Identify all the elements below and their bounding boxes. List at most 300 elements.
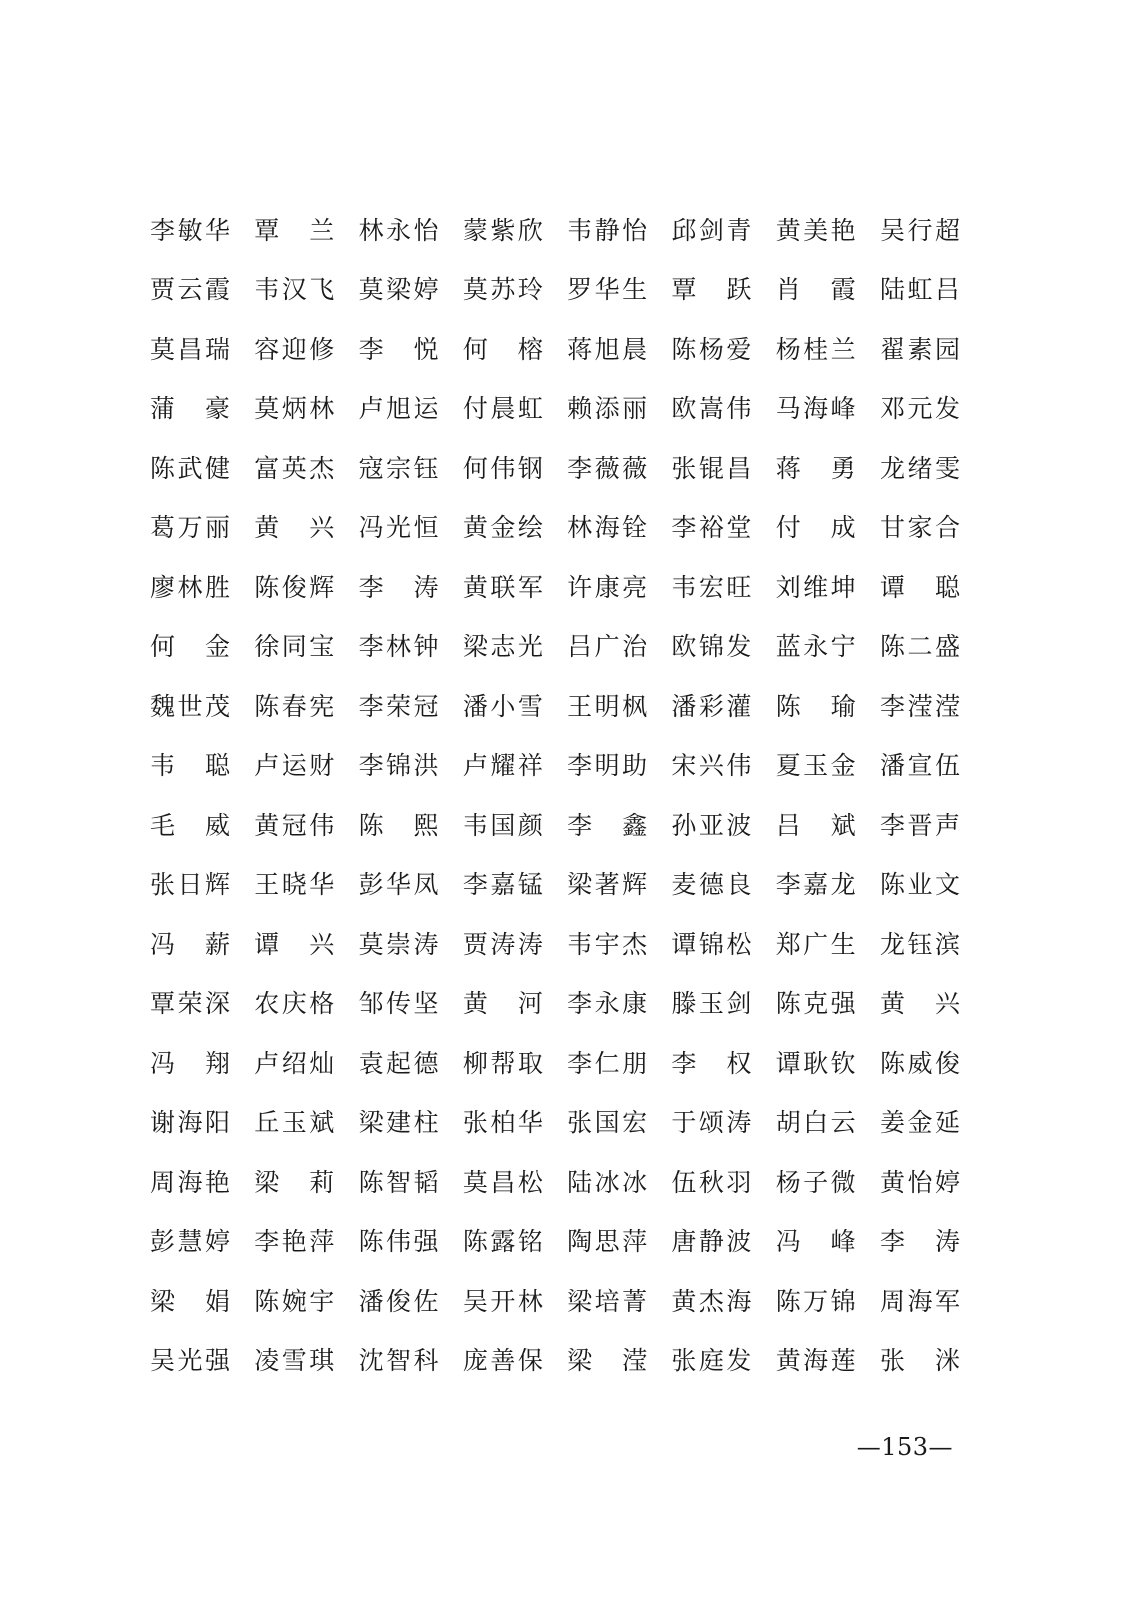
- name-cell: [463, 1163, 567, 1203]
- name-cell: [254, 1222, 358, 1262]
- name-list: [150, 201, 960, 1391]
- person-name: 黄美艳: [775, 215, 856, 245]
- name-cell: [671, 211, 775, 251]
- person-name: 姜金延: [879, 1108, 960, 1138]
- name-cell: [150, 270, 254, 310]
- name-cell: [567, 865, 671, 905]
- name-cell: [463, 925, 567, 965]
- name-cell: [254, 330, 358, 370]
- name-cell: [880, 1282, 960, 1322]
- person-name: 谭 聪: [879, 572, 960, 602]
- person-name: 陆虹吕: [879, 275, 960, 305]
- name-cell: [150, 1282, 254, 1322]
- name-cell: [776, 865, 880, 905]
- name-cell: [254, 568, 358, 608]
- person-name: 吕广治: [567, 632, 648, 662]
- name-cell: [150, 568, 254, 608]
- name-row: [150, 975, 960, 1035]
- name-cell: [776, 270, 880, 310]
- person-name: 伍秋羽: [671, 1167, 752, 1197]
- person-name: 寇宗钰: [358, 453, 439, 483]
- person-name: 王晓华: [254, 870, 335, 900]
- person-name: 梁 娟: [150, 1286, 230, 1316]
- person-name: 李薇薇: [567, 453, 648, 483]
- person-name: 麦德良: [671, 870, 752, 900]
- name-cell: [254, 984, 358, 1024]
- person-name: 付晨虹: [462, 394, 543, 424]
- person-name: 卢耀祥: [462, 751, 543, 781]
- person-name: 黄杰海: [671, 1286, 752, 1316]
- name-cell: [880, 627, 960, 667]
- person-name: 蒋旭晨: [567, 334, 648, 364]
- person-name: 张国宏: [567, 1108, 648, 1138]
- person-name: 陈二盛: [879, 632, 960, 662]
- name-cell: [567, 568, 671, 608]
- name-cell: [671, 568, 775, 608]
- name-cell: [671, 270, 775, 310]
- person-name: 周海艳: [150, 1167, 230, 1197]
- name-cell: [880, 270, 960, 310]
- name-cell: [880, 806, 960, 846]
- name-cell: [359, 449, 463, 489]
- person-name: 李 悦: [358, 334, 439, 364]
- person-name: 韦国颜: [462, 810, 543, 840]
- name-cell: [359, 925, 463, 965]
- person-name: 庞善保: [462, 1346, 543, 1376]
- name-cell: [463, 1044, 567, 1084]
- person-name: 杨桂兰: [775, 334, 856, 364]
- name-cell: [463, 627, 567, 667]
- person-name: 覃 跃: [671, 275, 752, 305]
- person-name: 黄怡婷: [879, 1167, 960, 1197]
- name-cell: [150, 1103, 254, 1143]
- person-name: 冯 薪: [150, 929, 230, 959]
- person-name: 龙钰滨: [879, 929, 960, 959]
- person-name: 梁 莉: [254, 1167, 335, 1197]
- person-name: 黄 兴: [879, 989, 960, 1019]
- person-name: 欧嵩伟: [671, 394, 752, 424]
- person-name: 黄联军: [462, 572, 543, 602]
- name-cell: [567, 1103, 671, 1143]
- name-cell: [880, 449, 960, 489]
- person-name: 陈俊辉: [254, 572, 335, 602]
- person-name: 马海峰: [775, 394, 856, 424]
- person-name: 赖添丽: [567, 394, 648, 424]
- name-cell: [254, 1103, 358, 1143]
- person-name: 肖 霞: [775, 275, 856, 305]
- name-cell: [254, 925, 358, 965]
- person-name: 甘家合: [879, 513, 960, 543]
- name-cell: [880, 1103, 960, 1143]
- name-cell: [359, 746, 463, 786]
- name-cell: [880, 330, 960, 370]
- name-cell: [671, 330, 775, 370]
- name-cell: [359, 1341, 463, 1381]
- person-name: 陈万锦: [775, 1286, 856, 1316]
- name-cell: [880, 687, 960, 727]
- person-name: 张庭发: [671, 1346, 752, 1376]
- name-cell: [254, 865, 358, 905]
- person-name: 周海军: [879, 1286, 960, 1316]
- name-cell: [463, 1103, 567, 1143]
- person-name: 翟素园: [879, 334, 960, 364]
- name-cell: [254, 1282, 358, 1322]
- name-cell: [567, 1341, 671, 1381]
- name-cell: [776, 1282, 880, 1322]
- name-cell: [359, 211, 463, 251]
- name-cell: [359, 865, 463, 905]
- name-cell: [150, 1044, 254, 1084]
- person-name: 蒲 豪: [150, 394, 230, 424]
- person-name: 陆冰冰: [567, 1167, 648, 1197]
- name-cell: [567, 687, 671, 727]
- name-cell: [150, 508, 254, 548]
- name-row: [150, 856, 960, 916]
- person-name: 陈威俊: [879, 1048, 960, 1078]
- name-cell: [150, 211, 254, 251]
- name-cell: [776, 1222, 880, 1262]
- name-cell: [567, 389, 671, 429]
- name-cell: [359, 1103, 463, 1143]
- name-cell: [463, 389, 567, 429]
- person-name: 杨子微: [775, 1167, 856, 1197]
- name-cell: [776, 1163, 880, 1203]
- person-name: 李仁朋: [567, 1048, 648, 1078]
- person-name: 韦宏旺: [671, 572, 752, 602]
- person-name: 唐静波: [671, 1227, 752, 1257]
- name-cell: [776, 1044, 880, 1084]
- name-cell: [880, 925, 960, 965]
- name-cell: [359, 806, 463, 846]
- person-name: 莫崇涛: [358, 929, 439, 959]
- person-name: 夏玉金: [775, 751, 856, 781]
- person-name: 李明助: [567, 751, 648, 781]
- person-name: 容迎修: [254, 334, 335, 364]
- person-name: 莫梁婷: [358, 275, 439, 305]
- person-name: 徐同宝: [254, 632, 335, 662]
- person-name: 李 权: [671, 1048, 752, 1078]
- person-name: 蓝永宁: [775, 632, 856, 662]
- name-row: [150, 1272, 960, 1332]
- name-cell: [463, 984, 567, 1024]
- name-cell: [463, 508, 567, 548]
- name-cell: [254, 627, 358, 667]
- name-cell: [776, 330, 880, 370]
- name-cell: [254, 687, 358, 727]
- name-cell: [880, 389, 960, 429]
- name-cell: [150, 1341, 254, 1381]
- person-name: 李 涛: [358, 572, 439, 602]
- person-name: 黄 兴: [254, 513, 335, 543]
- person-name: 李裕堂: [671, 513, 752, 543]
- name-cell: [880, 984, 960, 1024]
- person-name: 魏世茂: [150, 691, 230, 721]
- name-cell: [359, 1282, 463, 1322]
- name-row: [150, 1034, 960, 1094]
- name-cell: [567, 1163, 671, 1203]
- name-cell: [671, 389, 775, 429]
- name-row: [150, 1153, 960, 1213]
- name-cell: [776, 449, 880, 489]
- person-name: 莫昌瑞: [150, 334, 230, 364]
- name-cell: [880, 568, 960, 608]
- name-cell: [359, 389, 463, 429]
- person-name: 吴行超: [879, 215, 960, 245]
- person-name: 滕玉剑: [671, 989, 752, 1019]
- name-cell: [776, 568, 880, 608]
- person-name: 黄 河: [462, 989, 543, 1019]
- person-name: 李嘉龙: [775, 870, 856, 900]
- name-cell: [880, 746, 960, 786]
- person-name: 李锦洪: [358, 751, 439, 781]
- name-row: [150, 499, 960, 559]
- person-name: 冯光恒: [358, 513, 439, 543]
- page-number: —153—: [856, 1433, 953, 1461]
- person-name: 吴开林: [462, 1286, 543, 1316]
- person-name: 卢绍灿: [254, 1048, 335, 1078]
- name-cell: [150, 1222, 254, 1262]
- person-name: 张锟昌: [671, 453, 752, 483]
- person-name: 何 榕: [462, 334, 543, 364]
- person-name: 毛 威: [150, 810, 230, 840]
- person-name: 梁志光: [462, 632, 543, 662]
- person-name: 何 金: [150, 632, 230, 662]
- name-cell: [254, 389, 358, 429]
- person-name: 蒋 勇: [775, 453, 856, 483]
- person-name: 冯 翔: [150, 1048, 230, 1078]
- person-name: 梁 滢: [567, 1346, 648, 1376]
- name-cell: [776, 211, 880, 251]
- name-cell: [671, 746, 775, 786]
- name-cell: [359, 508, 463, 548]
- person-name: 谭 兴: [254, 929, 335, 959]
- person-name: 李艳萍: [254, 1227, 335, 1257]
- name-cell: [150, 687, 254, 727]
- person-name: 于颂涛: [671, 1108, 752, 1138]
- name-cell: [359, 330, 463, 370]
- person-name: 陈业文: [879, 870, 960, 900]
- person-name: 陶思萍: [567, 1227, 648, 1257]
- name-row: [150, 261, 960, 321]
- person-name: 李滢滢: [879, 691, 960, 721]
- name-cell: [671, 806, 775, 846]
- name-cell: [776, 508, 880, 548]
- name-cell: [359, 568, 463, 608]
- name-row: [150, 677, 960, 737]
- person-name: 谭锦松: [671, 929, 752, 959]
- name-cell: [254, 449, 358, 489]
- person-name: 卢旭运: [358, 394, 439, 424]
- person-name: 李敏华: [150, 215, 230, 245]
- name-cell: [880, 1044, 960, 1084]
- name-cell: [776, 984, 880, 1024]
- person-name: 孙亚波: [671, 810, 752, 840]
- person-name: 富英杰: [254, 453, 335, 483]
- person-name: 邹传坚: [358, 989, 439, 1019]
- person-name: 欧锦发: [671, 632, 752, 662]
- name-cell: [567, 925, 671, 965]
- person-name: 黄金绘: [462, 513, 543, 543]
- person-name: 柳帮取: [462, 1048, 543, 1078]
- person-name: 廖林胜: [150, 572, 230, 602]
- name-cell: [463, 687, 567, 727]
- name-cell: [671, 984, 775, 1024]
- name-cell: [463, 211, 567, 251]
- name-cell: [776, 925, 880, 965]
- name-cell: [880, 508, 960, 548]
- name-cell: [254, 806, 358, 846]
- name-cell: [880, 865, 960, 905]
- person-name: 谢海阳: [150, 1108, 230, 1138]
- name-cell: [567, 211, 671, 251]
- name-cell: [359, 687, 463, 727]
- person-name: 邱剑青: [671, 215, 752, 245]
- person-name: 莫昌松: [462, 1167, 543, 1197]
- name-cell: [359, 270, 463, 310]
- name-cell: [463, 1222, 567, 1262]
- name-cell: [567, 1044, 671, 1084]
- person-name: 郑广生: [775, 929, 856, 959]
- name-cell: [254, 508, 358, 548]
- person-name: 韦 聪: [150, 751, 230, 781]
- person-name: 何伟钢: [462, 453, 543, 483]
- name-cell: [359, 984, 463, 1024]
- person-name: 韦汉飞: [254, 275, 335, 305]
- name-cell: [150, 984, 254, 1024]
- name-cell: [671, 1163, 775, 1203]
- person-name: 梁著辉: [567, 870, 648, 900]
- name-cell: [671, 1282, 775, 1322]
- name-cell: [359, 1222, 463, 1262]
- name-cell: [776, 627, 880, 667]
- person-name: 潘小雪: [462, 691, 543, 721]
- name-cell: [150, 330, 254, 370]
- name-cell: [150, 865, 254, 905]
- name-cell: [150, 925, 254, 965]
- name-row: [150, 1094, 960, 1154]
- person-name: 莫苏玲: [462, 275, 543, 305]
- person-name: 刘维坤: [775, 572, 856, 602]
- name-cell: [254, 1341, 358, 1381]
- name-cell: [567, 330, 671, 370]
- name-cell: [567, 1222, 671, 1262]
- name-row: [150, 320, 960, 380]
- name-cell: [150, 627, 254, 667]
- person-name: 潘俊佐: [358, 1286, 439, 1316]
- name-cell: [567, 806, 671, 846]
- person-name: 袁起德: [358, 1048, 439, 1078]
- person-name: 李林钟: [358, 632, 439, 662]
- name-cell: [880, 1222, 960, 1262]
- person-name: 林海铨: [567, 513, 648, 543]
- name-cell: [880, 1163, 960, 1203]
- name-cell: [567, 508, 671, 548]
- name-cell: [150, 806, 254, 846]
- name-cell: [671, 627, 775, 667]
- person-name: 龙绪雯: [879, 453, 960, 483]
- name-cell: [671, 449, 775, 489]
- name-cell: [776, 1341, 880, 1381]
- person-name: 陈婉宇: [254, 1286, 335, 1316]
- person-name: 张柏华: [462, 1108, 543, 1138]
- person-name: 黄冠伟: [254, 810, 335, 840]
- name-cell: [671, 865, 775, 905]
- person-name: 邓元发: [879, 394, 960, 424]
- person-name: 许康亮: [567, 572, 648, 602]
- name-cell: [567, 627, 671, 667]
- person-name: 潘彩灌: [671, 691, 752, 721]
- person-name: 覃 兰: [254, 215, 335, 245]
- name-cell: [150, 1163, 254, 1203]
- name-cell: [359, 627, 463, 667]
- person-name: 梁培菁: [567, 1286, 648, 1316]
- person-name: 李嘉锰: [462, 870, 543, 900]
- person-name: 农庆格: [254, 989, 335, 1019]
- person-name: 黄海莲: [775, 1346, 856, 1376]
- person-name: 陈春宪: [254, 691, 335, 721]
- name-cell: [567, 984, 671, 1024]
- name-cell: [567, 746, 671, 786]
- person-name: 宋兴伟: [671, 751, 752, 781]
- person-name: 葛万丽: [150, 513, 230, 543]
- name-row: [150, 439, 960, 499]
- name-cell: [567, 449, 671, 489]
- name-cell: [463, 270, 567, 310]
- name-row: [150, 737, 960, 797]
- name-row: [150, 1213, 960, 1273]
- person-name: 凌雪琪: [254, 1346, 335, 1376]
- person-name: 胡白云: [775, 1108, 856, 1138]
- name-cell: [150, 389, 254, 429]
- person-name: 张日辉: [150, 870, 230, 900]
- person-name: 陈智韬: [358, 1167, 439, 1197]
- name-cell: [359, 1163, 463, 1203]
- name-row: [150, 796, 960, 856]
- person-name: 贾涛涛: [462, 929, 543, 959]
- person-name: 谭耿钦: [775, 1048, 856, 1078]
- person-name: 王明枫: [567, 691, 648, 721]
- name-row: [150, 201, 960, 261]
- person-name: 李 鑫: [567, 810, 648, 840]
- person-name: 潘宣伍: [879, 751, 960, 781]
- person-name: 陈武健: [150, 453, 230, 483]
- name-row: [150, 558, 960, 618]
- person-name: 张 洣: [879, 1346, 960, 1376]
- name-cell: [463, 865, 567, 905]
- name-cell: [463, 568, 567, 608]
- person-name: 陈杨爱: [671, 334, 752, 364]
- person-name: 吕 斌: [775, 810, 856, 840]
- name-cell: [776, 1103, 880, 1143]
- person-name: 彭慧婷: [150, 1227, 230, 1257]
- name-cell: [671, 1341, 775, 1381]
- person-name: 韦静怡: [567, 215, 648, 245]
- name-row: [150, 915, 960, 975]
- person-name: 林永怡: [358, 215, 439, 245]
- name-row: [150, 1332, 960, 1392]
- person-name: 李晋声: [879, 810, 960, 840]
- name-row: [150, 380, 960, 440]
- person-name: 李荣冠: [358, 691, 439, 721]
- person-name: 陈克强: [775, 989, 856, 1019]
- name-cell: [776, 806, 880, 846]
- person-name: 付 成: [775, 513, 856, 543]
- name-cell: [776, 389, 880, 429]
- name-cell: [254, 746, 358, 786]
- person-name: 李 涛: [879, 1227, 960, 1257]
- person-name: 沈智科: [358, 1346, 439, 1376]
- person-name: 李永康: [567, 989, 648, 1019]
